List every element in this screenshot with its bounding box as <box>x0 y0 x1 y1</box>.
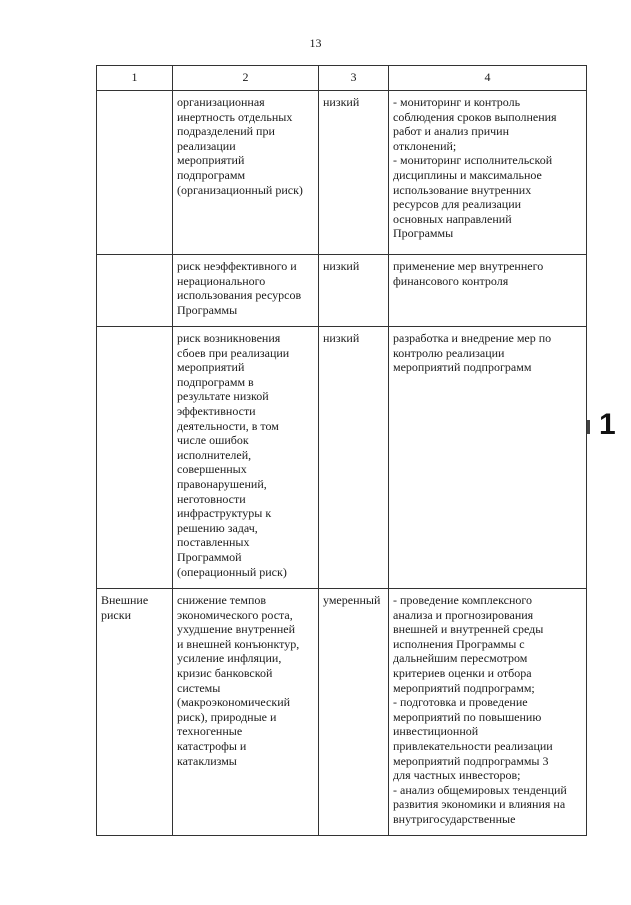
cell-text-line: экономического роста, <box>177 607 293 622</box>
cell-text-line: исполнителей, <box>177 447 252 462</box>
cell-text-line: эффективности <box>177 403 256 418</box>
cell-text-line: сбоев при реализации <box>177 345 290 360</box>
cell-text-line: соблюдения сроков выполнения <box>393 109 557 124</box>
risk-description-cell <box>173 327 319 589</box>
cell-text-line: низкий <box>323 95 360 109</box>
cell-text-line: (организационный риск) <box>177 182 303 197</box>
cell-text-line: применение мер внутреннего <box>393 259 544 273</box>
cell-text-line: мероприятий подпрограммы 3 <box>393 753 549 768</box>
cell-text-line: Программой <box>177 549 242 564</box>
risk-measures-cell <box>389 589 587 836</box>
cell-text-line: дисциплины и максимальное <box>393 167 542 182</box>
risk-level-cell <box>319 255 389 327</box>
cell-text-line: системы <box>177 680 221 695</box>
risk-category-cell <box>97 255 173 327</box>
cell-text-line: - анализ общемировых тенденций <box>393 782 567 797</box>
risk-category-cell <box>97 589 173 836</box>
cell-text-line: решению задач, <box>177 520 258 535</box>
cell-text-line: анализа и прогнозирования <box>393 607 534 622</box>
cell-text-line: снижение темпов <box>177 593 267 607</box>
cell-text-line: реализации <box>177 138 236 153</box>
table-row <box>97 327 587 589</box>
cell-text-line: - проведение комплексного <box>393 593 533 607</box>
cell-text-line: низкий <box>323 331 360 345</box>
cell-text-line: техногенные <box>177 724 243 739</box>
cell-text-line: подпрограмм в <box>177 374 254 389</box>
cell-text-line: развития экономики и влияния на <box>393 797 566 812</box>
risk-measures-cell <box>389 255 587 327</box>
cell-text-line: основных направлений <box>393 211 512 226</box>
cell-text-line: катаклизмы <box>177 753 237 768</box>
cell-text-line: внутригосударственные <box>393 811 516 826</box>
risk-category-cell <box>97 327 173 589</box>
cell-text-line: мероприятий подпрограмм; <box>393 680 535 695</box>
risk-level-cell <box>319 589 389 836</box>
cell-text-line: нерационального <box>177 273 266 288</box>
risk-level-cell <box>319 91 389 255</box>
table-row <box>97 589 587 836</box>
cell-text-line: правонарушений, <box>177 476 267 491</box>
cell-text-line: инфраструктуры к <box>177 506 272 521</box>
cell-text-line: (макроэкономический <box>177 695 291 710</box>
cell-text-line: риск возникновения <box>177 331 281 345</box>
cell-text-line: для частных инвесторов; <box>393 768 521 783</box>
header-cell-4: 4 <box>389 66 587 91</box>
cell-text-line: катастрофы и <box>177 738 247 753</box>
cell-text-line: усиление инфляции, <box>177 651 282 666</box>
cell-text-line: разработка и внедрение мер по <box>393 331 552 345</box>
cell-text-line: привлекательности реализации <box>393 738 553 753</box>
risk-description-cell <box>173 91 319 255</box>
table-row <box>97 91 587 255</box>
cell-text-line: подразделений при <box>177 124 275 139</box>
cell-text-line: мероприятий <box>177 360 245 375</box>
cell-text-line: неготовности <box>177 491 246 506</box>
cell-text-line: ресурсов для реализации <box>393 197 522 212</box>
cell-text-line: ухудшение внутренней <box>177 622 296 637</box>
cell-text-line: дальнейшим пересмотром <box>393 651 528 666</box>
cell-text-line: Программы <box>393 226 454 241</box>
risk-description-cell <box>173 255 319 327</box>
cell-text-line: контролю реализации <box>393 345 505 360</box>
header-cell-3: 3 <box>319 66 389 91</box>
cell-text-line: мероприятий подпрограмм <box>393 360 532 375</box>
cell-text-line: и внешней конъюнктур, <box>177 636 300 651</box>
risk-table <box>96 65 587 836</box>
cell-text-line: внешней и внутренней среды <box>393 622 544 637</box>
cell-text-line: кризис банковской <box>177 665 273 680</box>
table-header-row <box>97 66 587 91</box>
cell-text-line: результате низкой <box>177 389 269 404</box>
cell-text-line: работ и анализ причин <box>393 124 509 139</box>
margin-scan-mark <box>587 420 590 434</box>
margin-handwritten-mark: 1 <box>599 408 616 441</box>
risk-description-cell <box>173 589 319 836</box>
cell-text-line: использования ресурсов <box>177 288 302 303</box>
cell-text-line: Программы <box>177 302 238 317</box>
header-cell-1: 1 <box>97 66 173 91</box>
risk-measures-cell <box>389 91 587 255</box>
cell-text-line: умеренный <box>323 593 381 607</box>
cell-text-line: - мониторинг и контроль <box>393 95 521 109</box>
cell-text-line: организационная <box>177 95 265 109</box>
cell-text-line: инертность отдельных <box>177 109 293 124</box>
cell-text-line: риск), природные и <box>177 709 277 724</box>
cell-text-line: критериев оценки и отбора <box>393 665 532 680</box>
cell-text-line: использование внутренних <box>393 182 532 197</box>
cell-text-line: финансового контроля <box>393 273 509 288</box>
cell-text-line: риски <box>101 607 131 622</box>
cell-text-line: - подготовка и проведение <box>393 695 528 710</box>
cell-text-line: совершенных <box>177 462 247 477</box>
cell-text-line: числе ошибок <box>177 433 249 448</box>
cell-text-line: поставленных <box>177 535 250 550</box>
page-number: 13 <box>309 36 322 50</box>
cell-text-line: деятельности, в том <box>177 418 279 433</box>
cell-text-line: Внешние <box>101 593 149 607</box>
cell-text-line: - мониторинг исполнительской <box>393 153 553 168</box>
cell-text-line: риск неэффективного и <box>177 259 297 273</box>
header-cell-2: 2 <box>173 66 319 91</box>
risk-level-cell <box>319 327 389 589</box>
table-row <box>97 255 587 327</box>
cell-text-line: низкий <box>323 259 360 273</box>
cell-text-line: подпрограмм <box>177 167 246 182</box>
cell-text-line: отклонений; <box>393 138 457 153</box>
cell-text-line: мероприятий <box>177 153 245 168</box>
cell-text-line: инвестиционной <box>393 724 479 739</box>
cell-text-line: мероприятий по повышению <box>393 709 542 724</box>
cell-text-line: (операционный риск) <box>177 564 287 579</box>
risk-category-cell <box>97 91 173 255</box>
risk-measures-cell <box>389 327 587 589</box>
cell-text-line: исполнения Программы с <box>393 636 525 651</box>
